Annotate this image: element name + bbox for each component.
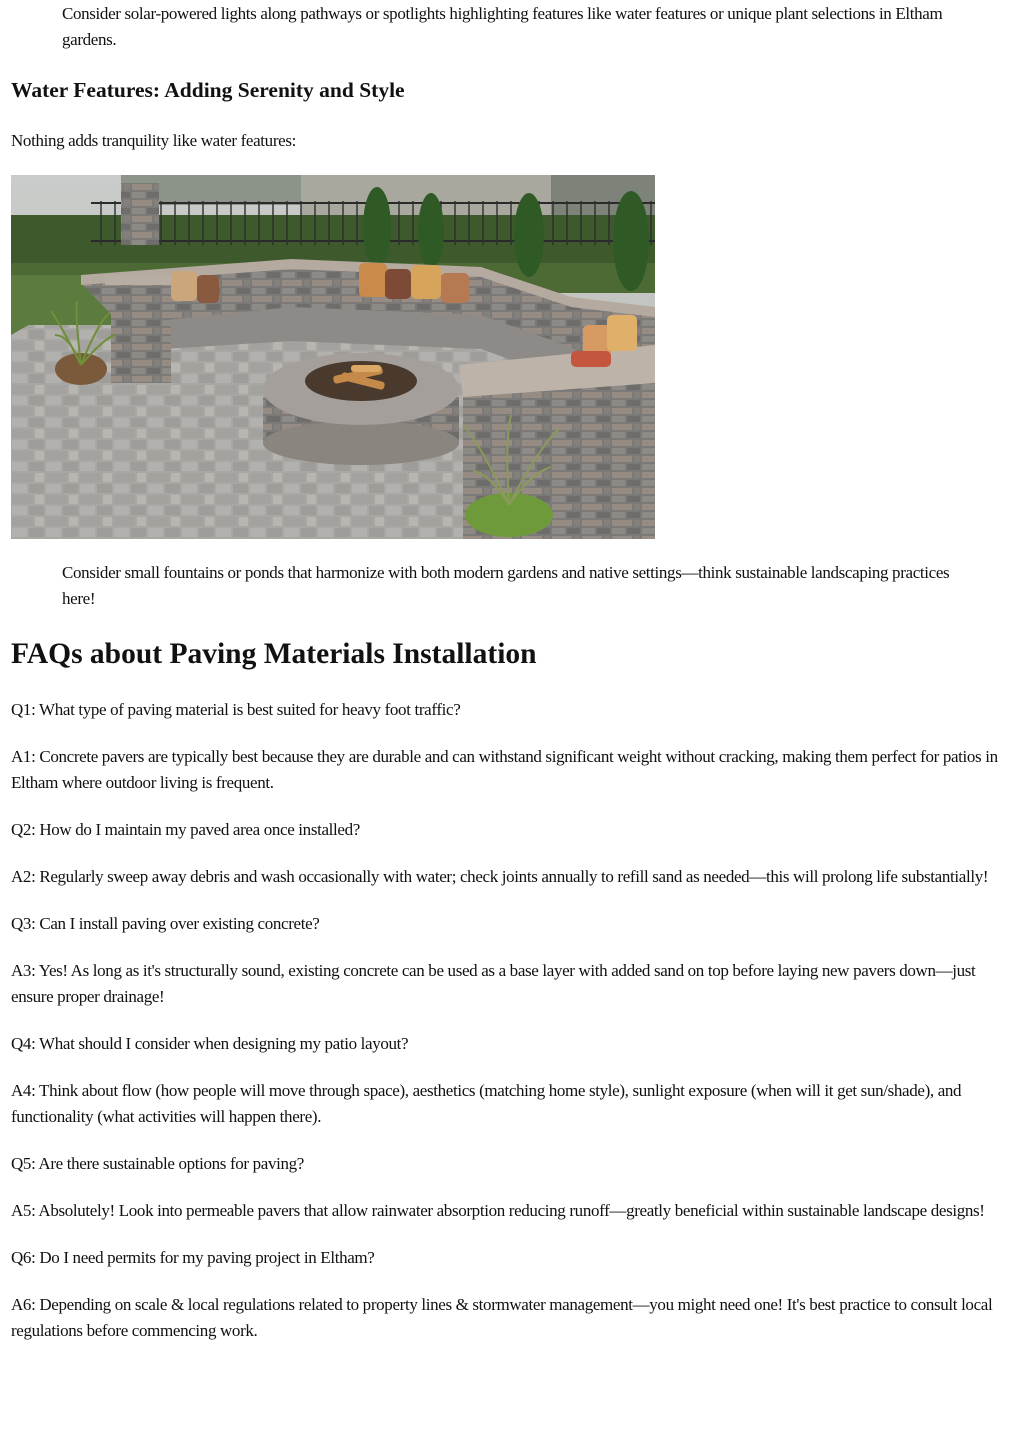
patio-fire-pit-photo <box>11 175 655 539</box>
faq-question: Q5: Are there sustainable options for paving? <box>11 1154 305 1173</box>
faq-question: Q1: What type of paving material is best suited for heavy foot traffic? <box>11 700 461 719</box>
intro-paragraph: Consider solar-powered lights along pathways or spotlights highlighting features like water features or unique plant selections in Eltham gardens. <box>62 4 943 49</box>
faq-answer: A3: Yes! As long as it's structurally sound, existing concrete can be used as a base layer with added sand on top before laying new pavers down—just ensure proper drainage! <box>11 961 976 1006</box>
faq-question: Q4: What should I consider when designing my patio layout? <box>11 1034 409 1053</box>
faq-answer: A1: Concrete pavers are typically best because they are durable and can withstand significant weight without cracking, making them perfect for patios in Eltham where outdoor living is frequent. <box>11 747 998 792</box>
faq-question: Q2: How do I maintain my paved area once installed? <box>11 820 360 839</box>
faq-answer: A2: Regularly sweep away debris and wash occasionally with water; check joints annually to refill sand as needed—this will prolong life substantially! <box>11 867 989 886</box>
faq-heading: FAQs about Paving Materials Installation <box>11 638 537 670</box>
faq-question: Q6: Do I need permits for my paving project in Eltham? <box>11 1248 375 1267</box>
water-features-heading: Water Features: Adding Serenity and Style <box>11 78 405 102</box>
faq-question: Q3: Can I install paving over existing concrete? <box>11 914 320 933</box>
faq-answer: A5: Absolutely! Look into permeable pavers that allow rainwater absorption reducing runoff—greatly beneficial within sustainable landscape designs! <box>11 1201 985 1220</box>
faq-answer: A4: Think about flow (how people will move through space), aesthetics (matching home style), sunlight exposure (when will it get sun/shade), and functionality (what activities will happen there). <box>11 1081 962 1126</box>
water-features-lead: Nothing adds tranquility like water features: <box>11 131 296 150</box>
faq-list <box>11 697 1014 1365</box>
faq-answer: A6: Depending on scale & local regulations related to property lines & stormwater management—you might need one! It's best practice to consult local regulations before commencing work. <box>11 1295 993 1340</box>
water-features-caption: Consider small fountains or ponds that harmonize with both modern gardens and native settings—think sustainable landscaping practices here! <box>62 563 950 608</box>
